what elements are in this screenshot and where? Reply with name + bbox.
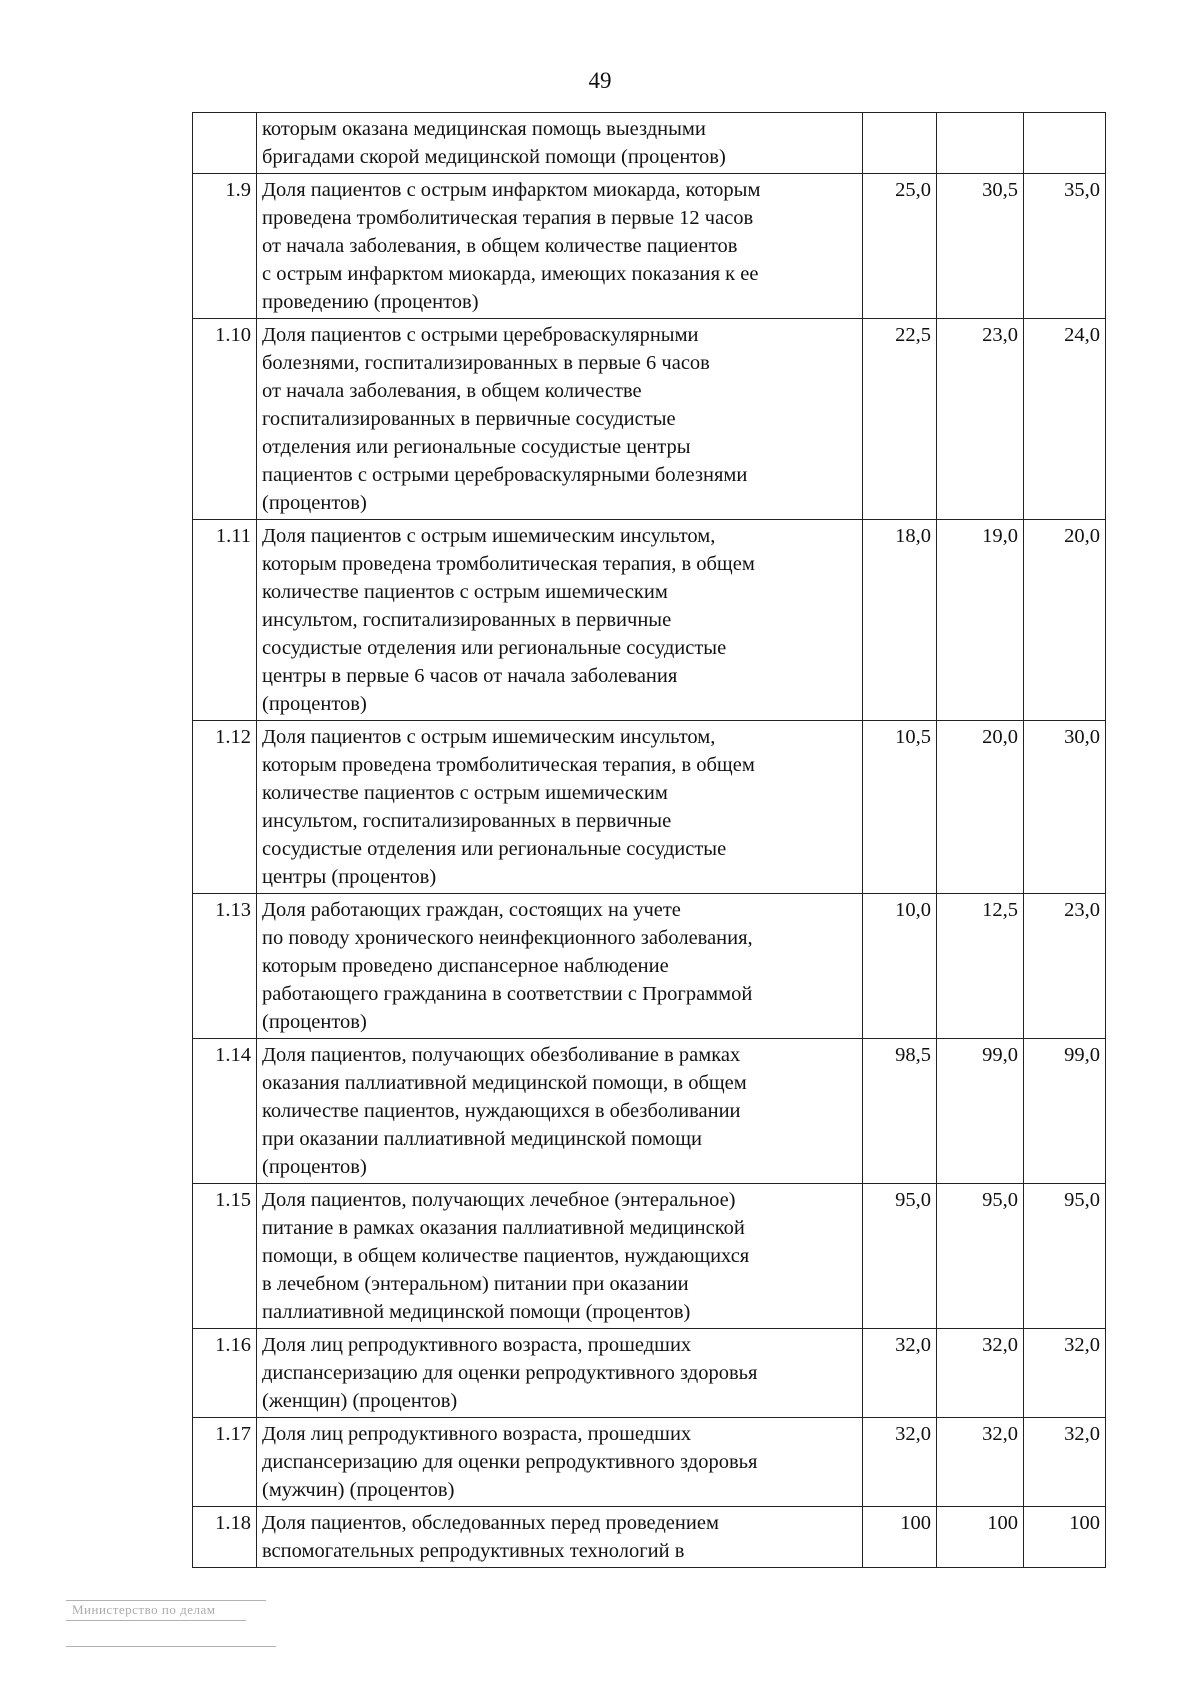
value-year-2: 32,0 (937, 1329, 1024, 1418)
row-number: 1.16 (193, 1329, 257, 1418)
page-number: 49 (588, 68, 612, 93)
value-year-2: 30,5 (937, 174, 1024, 319)
description-line: болезнями, госпитализированных в первые 6 часов (262, 352, 710, 374)
value-year-1: 10,5 (863, 721, 937, 894)
value-year-1 (863, 113, 937, 174)
value-year-3: 23,0 (1024, 894, 1106, 1039)
indicators-table (192, 112, 1106, 1568)
description-line: питание в рамках оказания паллиативной медицинской (262, 1217, 745, 1239)
indicator-description (257, 721, 863, 894)
value-year-1: 100 (863, 1507, 937, 1568)
stamp-text: Министерство по делам (72, 1602, 216, 1617)
indicator-description (257, 1507, 863, 1568)
indicator-description (257, 1039, 863, 1184)
indicator-description (257, 1418, 863, 1507)
table-row (193, 1418, 1106, 1507)
description-line: при оказании паллиативной медицинской помощи (262, 1128, 703, 1150)
value-year-2: 19,0 (937, 520, 1024, 721)
description-line: пациентов с острыми цереброваскулярными болезнями (262, 464, 748, 486)
description-line: которым оказана медицинская помощь выездными (262, 118, 706, 140)
description-line: паллиативной медицинской помощи (процентов) (262, 1301, 691, 1323)
description-line: в лечебном (энтеральном) питании при оказании (262, 1273, 689, 1295)
indicator-description (257, 113, 863, 174)
value-year-1: 32,0 (863, 1329, 937, 1418)
description-line: от начала заболевания, в общем количестве (262, 380, 642, 402)
indicators-table-body (193, 113, 1106, 1568)
value-year-3: 20,0 (1024, 520, 1106, 721)
value-year-1: 32,0 (863, 1418, 937, 1507)
table-row (193, 894, 1106, 1039)
row-number: 1.9 (193, 174, 257, 319)
description-line: диспансеризацию для оценки репродуктивного здоровья (262, 1451, 758, 1473)
description-line: оказания паллиативной медицинской помощи, в общем (262, 1072, 747, 1094)
description-line: от начала заболевания, в общем количестве пациентов (262, 235, 738, 257)
value-year-3: 100 (1024, 1507, 1106, 1568)
description-line: которым проведена тромболитическая терапия, в общем (262, 553, 755, 575)
description-line: инсультом, госпитализированных в первичные (262, 609, 672, 631)
description-line: диспансеризацию для оценки репродуктивного здоровья (262, 1362, 758, 1384)
description-line: (процентов) (262, 1011, 367, 1033)
value-year-2: 95,0 (937, 1184, 1024, 1329)
description-line: работающего гражданина в соответствии с Программой (262, 983, 753, 1005)
table-row (193, 319, 1106, 520)
row-number: 1.11 (193, 520, 257, 721)
description-line: (процентов) (262, 1156, 367, 1178)
row-number: 1.15 (193, 1184, 257, 1329)
value-year-2: 23,0 (937, 319, 1024, 520)
value-year-2: 12,5 (937, 894, 1024, 1039)
description-line: по поводу хронического неинфекционного заболевания, (262, 927, 753, 949)
indicator-description (257, 1184, 863, 1329)
table-row (193, 1184, 1106, 1329)
table-row (193, 174, 1106, 319)
row-number: 1.10 (193, 319, 257, 520)
description-line: (мужчин) (процентов) (262, 1479, 455, 1501)
description-line: Доля лиц репродуктивного возраста, прошедших (262, 1334, 692, 1356)
description-line: Доля пациентов, получающих обезболивание в рамках (262, 1044, 741, 1066)
row-number (193, 113, 257, 174)
description-line: Доля пациентов с острым ишемическим инсультом, (262, 525, 716, 547)
description-line: Доля пациентов с острыми цереброваскулярными (262, 324, 699, 346)
description-line: которым проведено диспансерное наблюдение (262, 955, 669, 977)
value-year-3: 99,0 (1024, 1039, 1106, 1184)
value-year-3: 32,0 (1024, 1329, 1106, 1418)
description-line: сосудистые отделения или региональные сосудистые (262, 637, 727, 659)
description-line: Доля пациентов, получающих лечебное (энтеральное) (262, 1189, 736, 1211)
description-line: с острым инфарктом миокарда, имеющих показания к ее (262, 263, 759, 285)
indicator-description (257, 1329, 863, 1418)
value-year-3: 35,0 (1024, 174, 1106, 319)
description-line: Доля работающих граждан, состоящих на учете (262, 899, 681, 921)
value-year-1: 18,0 (863, 520, 937, 721)
table-row (193, 113, 1106, 174)
description-line: проведению (процентов) (262, 291, 479, 313)
description-line: количестве пациентов, нуждающихся в обезболивании (262, 1100, 741, 1122)
table-row (193, 1039, 1106, 1184)
stamp-mark (66, 1598, 286, 1650)
value-year-3: 32,0 (1024, 1418, 1106, 1507)
row-number: 1.13 (193, 894, 257, 1039)
description-line: бригадами скорой медицинской помощи (процентов) (262, 146, 726, 168)
value-year-3 (1024, 113, 1106, 174)
description-line: Доля пациентов, обследованных перед проведением (262, 1512, 719, 1534)
value-year-2 (937, 113, 1024, 174)
description-line: количестве пациентов с острым ишемическим (262, 782, 668, 804)
description-line: (процентов) (262, 492, 367, 514)
description-line: (процентов) (262, 693, 367, 715)
description-line: Доля пациентов с острым ишемическим инсультом, (262, 726, 716, 748)
table-row (193, 1507, 1106, 1568)
value-year-3: 24,0 (1024, 319, 1106, 520)
row-number: 1.17 (193, 1418, 257, 1507)
description-line: которым проведена тромболитическая терапия, в общем (262, 754, 755, 776)
row-number: 1.14 (193, 1039, 257, 1184)
value-year-1: 10,0 (863, 894, 937, 1039)
table-row (193, 520, 1106, 721)
value-year-1: 25,0 (863, 174, 937, 319)
description-line: госпитализированных в первичные сосудистые (262, 408, 676, 430)
value-year-2: 100 (937, 1507, 1024, 1568)
value-year-3: 95,0 (1024, 1184, 1106, 1329)
value-year-2: 32,0 (937, 1418, 1024, 1507)
value-year-2: 20,0 (937, 721, 1024, 894)
table-row (193, 1329, 1106, 1418)
description-line: отделения или региональные сосудистые центры (262, 436, 691, 458)
value-year-1: 22,5 (863, 319, 937, 520)
description-line: сосудистые отделения или региональные сосудистые (262, 838, 727, 860)
value-year-1: 98,5 (863, 1039, 937, 1184)
indicator-description (257, 894, 863, 1039)
value-year-1: 95,0 (863, 1184, 937, 1329)
description-line: количестве пациентов с острым ишемическим (262, 581, 668, 603)
description-line: инсультом, госпитализированных в первичные (262, 810, 672, 832)
description-line: Доля пациентов с острым инфарктом миокарда, которым (262, 179, 761, 201)
indicator-description (257, 520, 863, 721)
row-number: 1.18 (193, 1507, 257, 1568)
description-line: центры (процентов) (262, 866, 437, 888)
value-year-3: 30,0 (1024, 721, 1106, 894)
description-line: проведена тромболитическая терапия в первые 12 часов (262, 207, 754, 229)
row-number: 1.12 (193, 721, 257, 894)
table-row (193, 721, 1106, 894)
value-year-2: 99,0 (937, 1039, 1024, 1184)
description-line: помощи, в общем количестве пациентов, нуждающихся (262, 1245, 750, 1267)
description-line: Доля лиц репродуктивного возраста, прошедших (262, 1423, 692, 1445)
indicator-description (257, 174, 863, 319)
description-line: центры в первые 6 часов от начала заболевания (262, 665, 678, 687)
description-line: вспомогательных репродуктивных технологий в (262, 1540, 685, 1562)
description-line: (женщин) (процентов) (262, 1390, 458, 1412)
indicator-description (257, 319, 863, 520)
